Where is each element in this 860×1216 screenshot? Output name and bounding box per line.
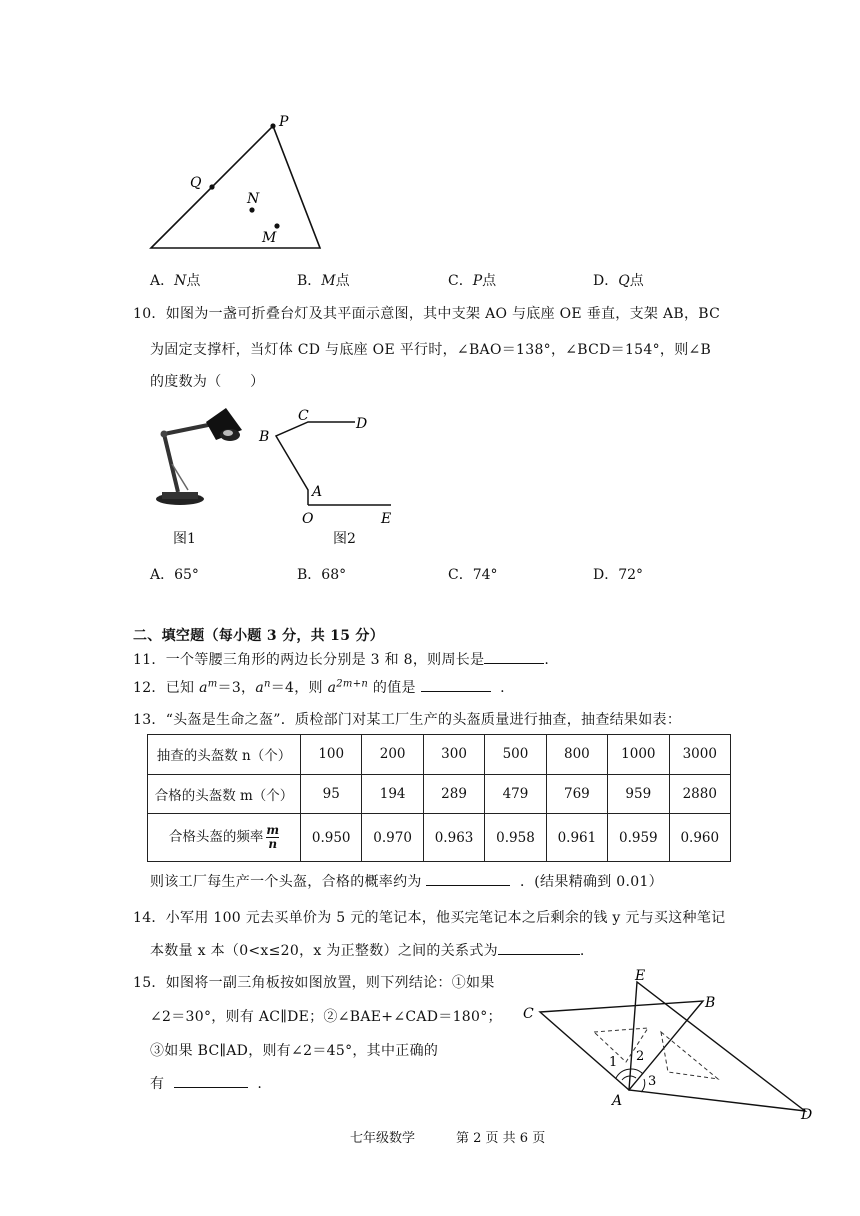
row-header-qualified: 合格的头盔数 m（个） — [148, 774, 301, 814]
table-cell: 194 — [362, 774, 423, 814]
q15-line-2: ∠2＝30°，则有 AC∥DE；②∠BAE+∠CAD＝180°； — [150, 1009, 502, 1025]
label-A: A — [312, 484, 323, 500]
table-cell: 289 — [423, 774, 484, 814]
q10-option-d[interactable]: D．72° — [593, 567, 644, 583]
label-D: D — [356, 416, 368, 432]
table-row — [148, 735, 731, 775]
label-A: A — [612, 1093, 623, 1109]
table-cell: 2880 — [669, 774, 730, 814]
table-cell: 300 — [423, 735, 484, 775]
label-E: E — [381, 511, 392, 527]
label-O: O — [302, 511, 314, 527]
label-E: E — [635, 968, 646, 984]
row-header-frequency: 合格头盔的频率 $\frac{m}{n}$ — [148, 814, 301, 862]
q11-answer-blank[interactable] — [484, 649, 544, 664]
label-Q: Q — [190, 175, 202, 191]
desk-lamp-figure — [148, 404, 248, 508]
label-B: B — [259, 429, 270, 445]
q9-triangle-figure — [140, 110, 340, 260]
angle-3-label: 3 — [648, 1074, 657, 1089]
table-cell: 3000 — [669, 735, 730, 775]
table-cell: 800 — [546, 735, 607, 775]
table-cell: 0.970 — [362, 814, 423, 862]
label-D: D — [801, 1107, 813, 1123]
table-cell: 200 — [362, 735, 423, 775]
q12-text: 12．已知 $a^m=3$，$a^n=4$，则 $a^{2m+n}$ 的值是 . — [133, 678, 505, 696]
q13-conclusion: 则该工厂每生产一个头盔，合格的概率约为 ．(结果精确到 0.01） — [150, 871, 663, 891]
label-M: M — [262, 230, 277, 246]
q9-option-a[interactable]: A．N点 — [150, 273, 201, 289]
table-cell: 479 — [485, 774, 546, 814]
table-cell: 100 — [301, 735, 362, 775]
q11-text: 11．一个等腰三角形的两边长分别是 3 和 8，则周长是 . — [133, 649, 549, 669]
figure-2-caption: 图2 — [333, 531, 356, 547]
table-row — [148, 774, 731, 814]
label-C: C — [523, 1006, 534, 1022]
table-cell: 0.960 — [669, 814, 730, 862]
row-header-sampled: 抽查的头盔数 n（个） — [148, 735, 301, 775]
table-cell: 0.958 — [485, 814, 546, 862]
q14-line-1: 14．小军用 100 元去买单价为 5 元的笔记本，他买完笔记本之后剩余的钱 y 元与买这种笔记 — [133, 910, 726, 926]
table-cell: 1000 — [608, 735, 669, 775]
m-over-n-fraction: $\frac{m}{n}$ — [266, 823, 280, 851]
table-cell: 959 — [608, 774, 669, 814]
label-B: B — [705, 995, 716, 1011]
figure-1-caption: 图1 — [173, 531, 196, 547]
q10-line-3: 的度数为（ ） — [150, 374, 265, 390]
q9-option-c[interactable]: C．P点 — [448, 273, 497, 289]
footer-subject: 七年级数学 — [350, 1131, 416, 1146]
table-cell: 769 — [546, 774, 607, 814]
label-N: N — [247, 191, 260, 207]
q10-option-a[interactable]: A．65° — [150, 567, 199, 583]
q14-line-2: 本数量 x 本（0<x≤20，x 为正整数）之间的关系式为 . — [150, 940, 585, 960]
q12-answer-blank[interactable] — [421, 677, 491, 692]
q10-option-c[interactable]: C．74° — [448, 567, 498, 583]
set-squares-figure — [518, 962, 818, 1124]
table-cell: 0.950 — [301, 814, 362, 862]
q10-option-b[interactable]: B．68° — [297, 567, 347, 583]
q15-line-4: 有 . — [150, 1073, 262, 1093]
q15-line-3: ③如果 BC∥AD，则有∠2＝45°，其中正确的 — [150, 1043, 439, 1059]
q15-answer-blank[interactable] — [174, 1073, 248, 1088]
q13-intro: 13．“头盔是生命之盔”．质检部门对某工厂生产的头盔质量进行抽查，抽查结果如表： — [133, 712, 682, 728]
table-cell: 95 — [301, 774, 362, 814]
label-P: P — [279, 114, 289, 130]
helmet-inspection-table — [147, 734, 731, 862]
q10-line-2: 为固定支撑杆，当灯体 CD 与底座 OE 平行时，∠BAO＝138°，∠BCD＝154°，则∠B — [150, 342, 712, 358]
q10-line-1: 10．如图为一盏可折叠台灯及其平面示意图，其中支架 AO 与底座 OE 垂直，支架 AB，BC — [133, 306, 721, 322]
q9-option-d[interactable]: D．Q点 — [593, 273, 644, 289]
angle-2-label: 2 — [636, 1049, 645, 1064]
lamp-schematic-figure — [255, 405, 405, 530]
table-cell: 0.963 — [423, 814, 484, 862]
table-row — [148, 814, 731, 862]
angle-1-label: 1 — [609, 1055, 618, 1070]
label-C: C — [298, 408, 309, 424]
q13-answer-blank[interactable] — [426, 871, 510, 886]
footer-page-number: 第 2 页 共 6 页 — [456, 1131, 546, 1146]
q15-line-1: 15．如图将一副三角板按如图放置，则下列结论：①如果 — [133, 975, 495, 991]
section-2-heading: 二、填空题（每小题 3 分，共 15 分） — [133, 628, 385, 644]
table-cell: 500 — [485, 735, 546, 775]
table-cell: 0.961 — [546, 814, 607, 862]
q14-answer-blank[interactable] — [498, 940, 580, 955]
q9-option-b[interactable]: B．M点 — [297, 273, 350, 289]
table-cell: 0.959 — [608, 814, 669, 862]
